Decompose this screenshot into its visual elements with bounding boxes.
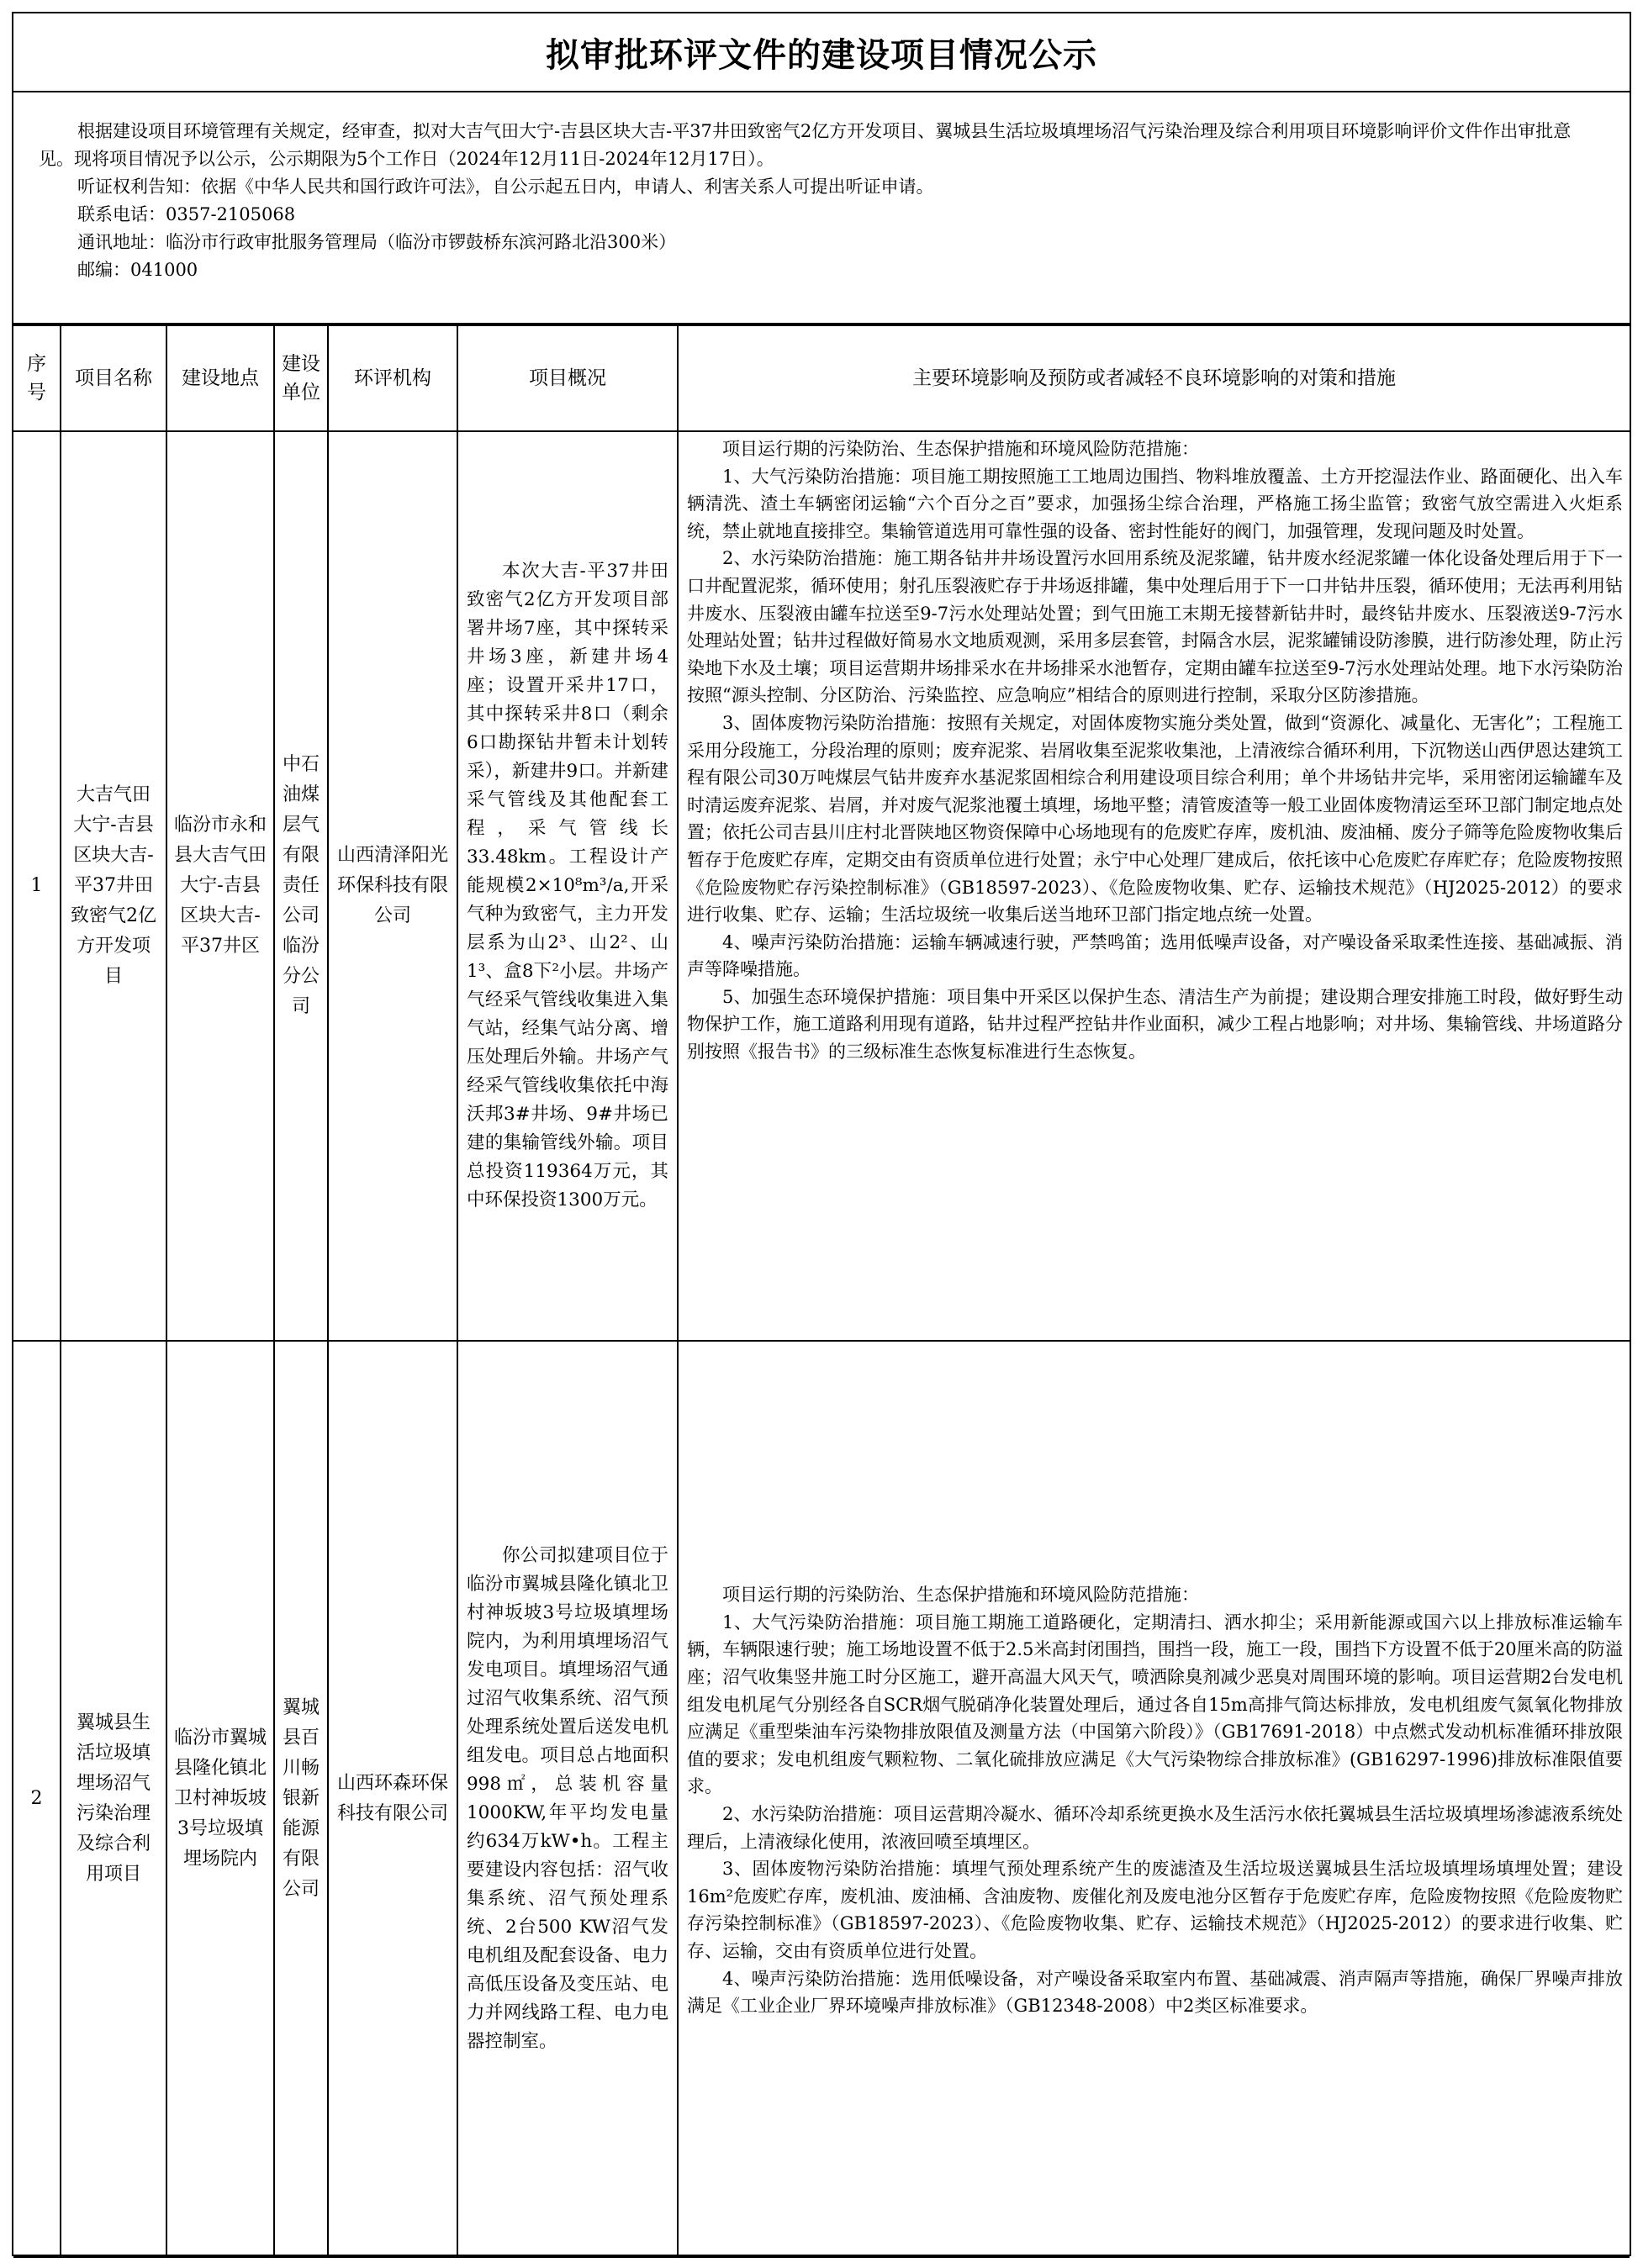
header-measures: 主要环境影响及预防或者减轻不良环境影响的对策和措施	[678, 325, 1630, 431]
contact-phone: 联系电话：0357-2105068	[77, 204, 296, 224]
header-index: 序号	[13, 325, 61, 431]
header-location: 建设地点	[166, 325, 274, 431]
header-agency: 环评机构	[328, 325, 457, 431]
table-row	[13, 431, 1630, 1341]
table-header-row	[13, 325, 1630, 431]
hearing-rights: 听证权利告知：依据《中华人民共和国行政许可法》，自公示起五日内，申请人、利害关系人可提出听证申请。	[77, 177, 934, 197]
measure-item: 2、水污染防治措施：项目运营期冷凝水、循环冷却系统更换水及生活污水依托翼城县生活垃圾填埋场渗滤液系统处理后，上清液绿化使用，浓液回喷至填埋区。	[687, 1804, 1623, 1852]
measure-item: 4、噪声污染防治措施：选用低噪设备，对产噪设备采取室内布置、基础减震、消声隔声等措施，确保厂界噪声排放满足《工业企业厂界环境噪声排放标准》（GB12348-2008）中2类区标准要求。	[687, 1968, 1623, 2017]
row-overview	[457, 431, 678, 1341]
row-agency: 山西环森环保科技有限公司	[328, 1341, 457, 2257]
header-name: 项目名称	[61, 325, 166, 431]
row-unit: 中石油煤层气有限责任公司临汾分公司	[274, 431, 328, 1341]
postcode: 邮编：041000	[77, 260, 198, 280]
measure-item: 项目运行期的污染防治、生态保护措施和环境风险防范措施：	[722, 1585, 1199, 1606]
measure-item: 5、加强生态环境保护措施：项目集中开采区以保护生态、清洁生产为前提；建设期合理安排施工时段，做好野生动物保护工作，施工道路利用现有道路，钻井过程严控钻井作业面积，减少工程占地影响；对井场、集输管线、井场道路分别按照《报告书》的三级标准生态恢复标准进行生态恢复。	[687, 986, 1623, 1063]
page-title: 拟审批环评文件的建设项目情况公示	[13, 13, 1630, 92]
contact-address: 通讯地址：临汾市行政审批服务管理局（临汾市锣鼓桥东滨河路北沿300米）	[77, 232, 677, 252]
row-measures	[678, 1341, 1630, 2257]
measure-item: 4、噪声污染防治措施：运输车辆减速行驶，严禁鸣笛；选用低噪声设备，对产噪设备采取柔性连接、基础减振、消声等降噪措施。	[687, 931, 1623, 980]
row-overview-text: 本次大吉-平37井田致密气2亿方开发项目部署井场7座，其中探转采井场3座，新建井场4座；设置开采井17口，其中探转采井8口（剩余6口勘探钻井暂未计划转采），新建井9口。并新建采气管线及其他配套工程，采气管线长33.48km。工程设计产能规模2×10⁸m³/a,开采气种为致密气，主力开发层系为山2³、山2²、山1³、盒8下²小层。井场产气经采气管线收集进入集气站，经集气站分离、增压处理后外输。井场产气经采气管线收集依托中海沃邦3#井场、9#井场已建的集输管线外输。项目总投资119364万元，其中环保投资1300万元。	[467, 561, 668, 1210]
measure-item: 3、固体废物污染防治措施：填埋气预处理系统产生的废滤渣及生活垃圾送翼城县生活垃圾填埋场填埋处置；建设16m²危废贮存库，废机油、废油桶、含油废物、废催化剂及废电池分区暂存于危废贮存库，危险废物按照《危险废物贮存污染控制标准》（GB18597-2023）、《危险废物收集、贮存、运输技术规范》（HJ2025-2012）的要求进行收集、贮存、运输，交由有资质单位进行处置。	[687, 1859, 1623, 1961]
row-overview	[457, 1341, 678, 2257]
row-index: 2	[13, 1341, 61, 2257]
notice-sheet	[12, 12, 1631, 2256]
row-measures	[678, 431, 1630, 1341]
row-project-name: 大吉气田大宁-吉县区块大吉-平37井田致密气2亿方开发项目	[61, 431, 166, 1341]
measure-item: 项目运行期的污染防治、生态保护措施和环境风险防范措施：	[722, 439, 1199, 459]
projects-table	[13, 324, 1630, 2258]
header-unit: 建设单位	[274, 325, 328, 431]
notice-block	[13, 92, 1630, 324]
row-unit: 翼城县百川畅银新能源有限公司	[274, 1341, 328, 2257]
header-overview: 项目概况	[457, 325, 678, 431]
row-overview-text: 你公司拟建项目位于临汾市翼城县隆化镇北卫村神坂坡3号垃圾填埋场院内，为利用填埋场沼气发电项目。填埋场沼气通过沼气收集系统、沼气预处理系统处置后送发电机组发电。项目总占地面积998㎡，总装机容量1000KW,年平均发电量约634万kW•h。工程主要建设内容包括：沼气收集系统、沼气预处理系统、2台500 KW沼气发电机组及配套设备、电力高低压设备及变压站、电力并网线路工程、电力电器控制室。	[467, 1545, 668, 2052]
row-location: 临汾市永和县大吉气田大宁-吉县区块大吉-平37井区	[166, 431, 274, 1341]
notice-paragraph: 根据建设项目环境管理有关规定，经审查，拟对大吉气田大宁-吉县区块大吉-平37井田致密气2亿方开发项目、翼城县生活垃圾填埋场沼气污染治理及综合利用项目环境影响评价文件作出审批意见。现将项目情况予以公示，公示期限为5个工作日（2024年12月11日-2024年12月17日）。	[39, 121, 1572, 169]
row-location: 临汾市翼城县隆化镇北卫村神坂坡3号垃圾填埋场院内	[166, 1341, 274, 2257]
measure-item: 1、大气污染防治措施：项目施工期按照施工工地周边围挡、物料堆放覆盖、土方开挖湿法作业、路面硬化、出入车辆清洗、渣土车辆密闭运输“六个百分之百”要求，加强扬尘综合治理，严格施工扬尘监管；致密气放空需进入火炬系统，禁止就地直接排空。集输管道选用可靠性强的设备、密封性能好的阀门，加强管理，发现问题及时处置。	[687, 466, 1623, 541]
row-index: 1	[13, 431, 61, 1341]
row-project-name: 翼城县生活垃圾填埋场沼气污染治理及综合利用项目	[61, 1341, 166, 2257]
row-agency: 山西清泽阳光环保科技有限公司	[328, 431, 457, 1341]
table-row	[13, 1341, 1630, 2257]
measure-item: 3、固体废物污染防治措施：按照有关规定，对固体废物实施分类处置，做到“资源化、减量化、无害化”；工程施工采用分段施工，分段治理的原则；废弃泥浆、岩屑收集至泥浆收集池，上清液综合循环利用，下沉物送山西伊恩达建筑工程有限公司30万吨煤层气钻井废弃水基泥浆固相综合利用建设项目综合利用；单个井场钻井完毕，采用密闭运输罐车及时清运废弃泥浆、岩屑，并对废气泥浆池覆土填埋，场地平整；清管废渣等一般工业固体废物清运至环卫部门制定地点处置；依托公司吉县川庄村北晋陕地区物资保障中心场地现有的危废贮存库，废机油、废油桶、废分子筛等危险废物收集后暂存于危废贮存库，定期交由有资质单位进行处置；永宁中心处理厂建成后，依托该中心危废贮存库贮存；危险废物按照《危险废物贮存污染控制标准》（GB18597-2023）、《危险废物收集、贮存、运输技术规范》（HJ2025-2012）的要求进行收集、贮存、运输；生活垃圾统一收集后送当地环卫部门指定地点统一处置。	[687, 712, 1623, 926]
measure-item: 2、水污染防治措施：施工期各钻井井场设置污水回用系统及泥浆罐，钻井废水经泥浆罐一体化设备处理后用于下一口井配置泥浆，循环使用；射孔压裂液贮存于井场返排罐，集中处理后用于下一口井钻井压裂，循环使用；无法再利用钻井废水、压裂液由罐车拉送至9-7污水处理站处置；到气田施工末期无接替新钻井时，最终钻井废水、压裂液送9-7污水处理站处置；钻井过程做好简易水文地质观测，采用多层套管，封隔含水层，泥浆罐铺设防渗膜，进行防渗处理，防止污染地下水及土壤；项目运营期井场排采水在井场排采水池暂存，定期由罐车拉送至9-7污水处理站处理。地下水污染防治按照“源头控制、分区防治、污染监控、应急响应”相结合的原则进行控制，采取分区防渗措施。	[687, 548, 1623, 706]
measure-item: 1、大气污染防治措施：项目施工期施工道路硬化，定期清扫、洒水抑尘；采用新能源或国六以上排放标准运输车辆，车辆限速行驶；施工场地设置不低于2.5米高封闭围挡，围挡一段，施工一段，围挡下方设置不低于20厘米高的防溢座；沼气收集竖井施工时分区施工，避开高温大风天气，喷洒除臭剂减少恶臭对周围环境的影响。项目运营期2台发电机组发电机尾气分别经各自SCR烟气脱硝净化装置处理后，通过各自15m高排气筒达标排放，发电机组废气氮氧化物排放应满足《重型柴油车污染物排放限值及测量方法（中国第六阶段）》（GB17691-2018）中点燃式发动机标准循环排放限值的要求；发电机组废气颗粒物、二氧化硫排放应满足《大气污染物综合排放标准》(GB16297-1996)排放标准限值要求。	[687, 1611, 1623, 1797]
